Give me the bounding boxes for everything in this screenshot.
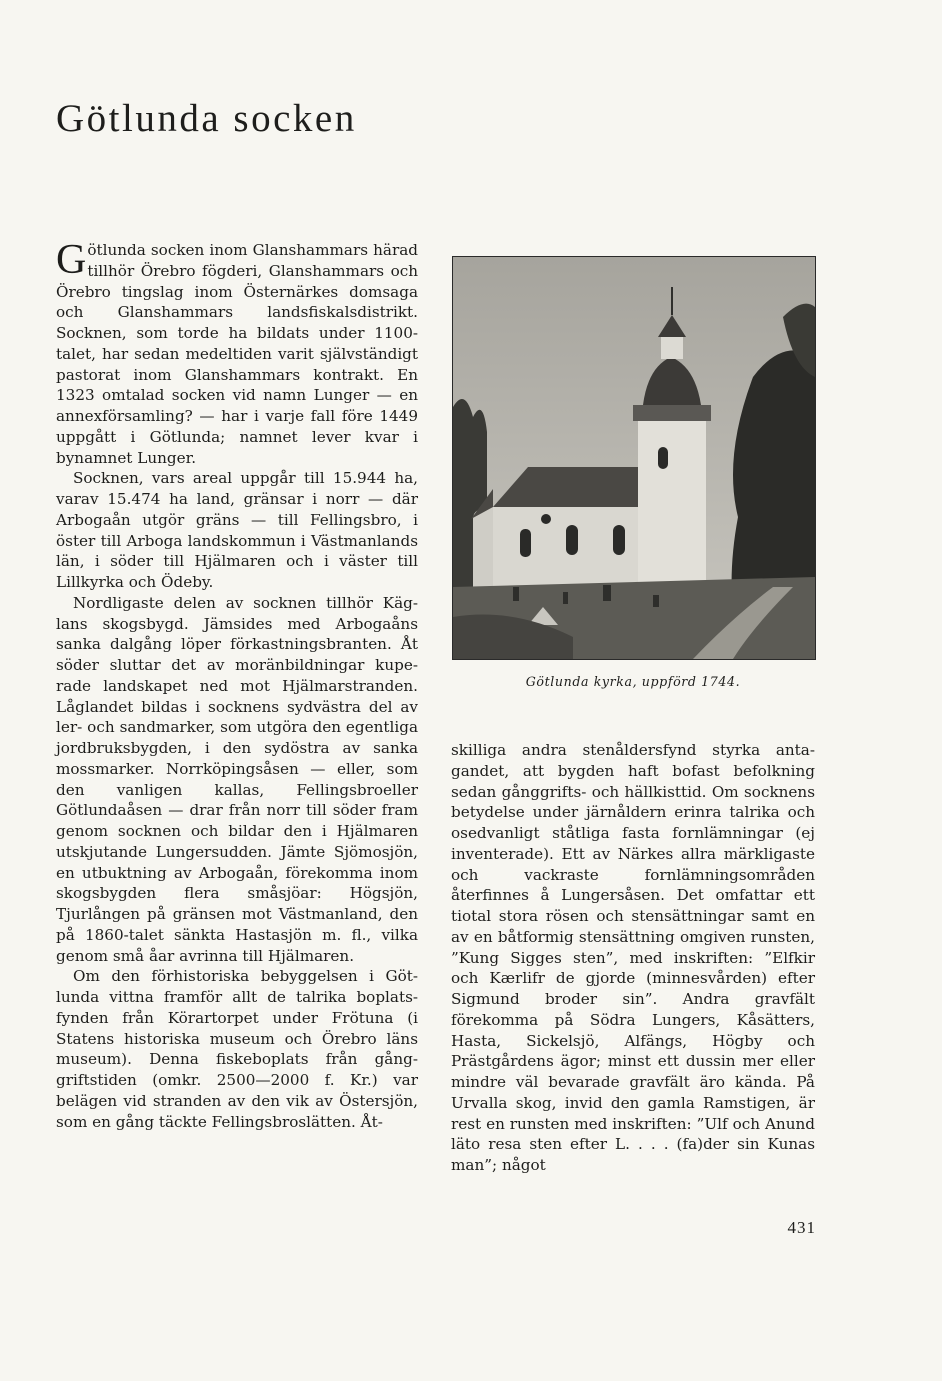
left-text-column — [56, 237, 418, 1132]
paragraph-2: Socknen, vars areal uppgår till 15.944 ha, varav 15.474 ha land, gränsar i norr — där Arbogaån utgör gräns — till Fellingsbro, i öster till Arboga landskommun i Västmanlands län, i söder till Hjälmaren och i väster till Lillkyrka och Ödeby. — [56, 469, 418, 591]
paragraph-1 — [56, 237, 418, 468]
church-photo — [452, 256, 816, 660]
right-text-column — [451, 740, 815, 1176]
paragraph-1-text: ötlunda socken inom Glanshammars härad tillhör Örebro fögderi, Glanshammars och Örebro tingslag inom Östernärkes domsaga och Glanshammars landsfiskalsdistrikt. Socknen, som torde ha bildats under 1100-talet, har sedan medeltiden varit självständigt pastorat inom Glanshammars kontrakt. En 1323 omtalad socken vid namn Lunger — en annexförsamling? — har i varje fall före 1449 uppgått i Götlunda; namnet lever kvar i bynamnet Lunger. — [56, 241, 418, 467]
paragraph-3: Nordligaste delen av socknen tillhör Käglans skogsbygd. Jämsides med Arbogaåns sanka dalgång löper förkastningsbranten. Åt söder sluttar det av moränbildningar kuperade landskapet ned mot Hjälmarstranden. Låglandet bildas i socknens sydvästra del av ler- och sandmarker, som utgöra den egentliga jordbruksbygden, i den sydöstra av sanka mossmarker. Norrköpingsåsen — eller, som den vanligen kallas, Fellingsbroeller Götlundaåsen — drar från norr till söder fram genom socknen och bildar den i Hjälmaren utskjutande Lungersudden. Jämte Sjömosjön, en utbuktning av Arbogaån, förekomma inom skogsbygden flera småsjöar: Högsjön, Tjurlången på gränsen mot Västmanland, den på 1860-talet sänkta Hastasjön m. fl., vilka genom små åar avrinna till Hjälmaren. — [56, 593, 418, 965]
drop-cap: G — [56, 237, 87, 283]
page-title: Götlunda socken — [56, 97, 357, 140]
page-number: 431 — [787, 1218, 816, 1237]
paragraph-5: skilliga andra stenåldersfynd styrka antagandet, att bygden haft bofast befolkning sedan gånggrifts- och hällkisttid. Om socknens betydelse under järnåldern erinra talrika och osedvanligt ståtliga fasta fornlämningar (ej inventerade). Ett av Närkes allra märkligaste och vackraste fornlämningsområden återfinnes å Lungersåsen. Det omfattar ett tiotal stora rösen och stensättningar samt en av en båtformig stensättning omgiven runsten, ”Kung Sigges sten”, med inskriften: ”Elfkir och Kærlifr de gjorde (minnesvården) efter Sigmund broder sin”. Andra gravfält förekomma på Södra Lungers, Kåsätters, Hasta, Sickelsjö, Alfängs, Högby och Prästgårdens ägor; minst ett dussin mer eller mindre väl bevarade gravfält äro kända. På Urvalla skog, invid den gamla Ramstigen, är rest en runsten med inskriften: ”Ulf och Anund läto resa sten efter L. . . . (fa)der sin Kunas man”; något — [451, 741, 815, 1174]
paragraph-4: Om den förhistoriska bebyggelsen i Götlunda vittna framför allt de talrika boplatsfynden från Körartorpet under Frötuna (i Statens historiska museum och Örebro läns museum). Denna fiskeboplats från gånggriftstiden (omkr. 2500—2000 f. Kr.) var belägen vid stranden av den vik av Östersjön, som en gång täckte Fellingsbroslätten. Åt- — [56, 967, 418, 1131]
figure-caption: Götlunda kyrka, uppförd 1744. — [525, 674, 741, 689]
